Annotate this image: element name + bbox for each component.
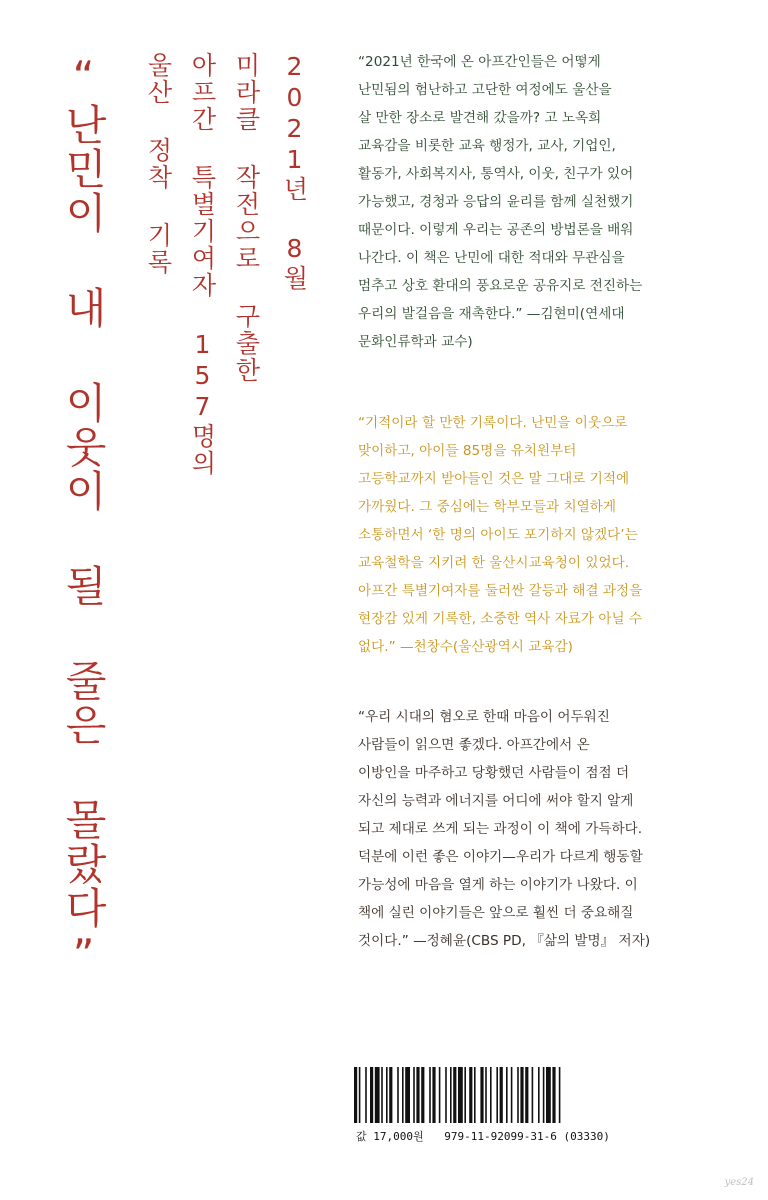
blurb-cheon-changsu: “기적이라 할 만한 기록이다. 난민을 이웃으로 맞이하고, 아이들 85명을 유치원부터 고등학교까지 받아들인 것은 말 그대로 기적에 가까웠다. 그 중심에는 학부모들과 치열하게 소통하면서 ‘한 명의 아이도 포기하지 않겠다’는 교육철학을 지키려 한 울산시교육청이 있었다. 아프간 특별기여자를 둘러싼 갈등과 해결 과정을 현장감 있게 기록한, 소중한 역사 자료가 아닐 수 없다.” —천창수(울산광역시 교육감) bbox=[358, 415, 643, 655]
barcode-bar bbox=[546, 1067, 551, 1123]
barcode-bar bbox=[405, 1067, 410, 1123]
barcode-bar bbox=[375, 1067, 380, 1123]
barcode-bar bbox=[496, 1067, 498, 1123]
barcode bbox=[354, 1067, 626, 1123]
blurb-jeong-hyeyun: “우리 시대의 혐오로 한때 마음이 어두워진 사람들이 읽으면 좋겠다. 아프간에서 온 이방인을 마주하고 당황했던 사람들이 점점 더 자신의 능력과 에너지를 어디에 써야 할지 알게 되고 제대로 쓰게 되는 과정이 이 책에 가득하다. 덕분에 이런 좋은 이야기—우리가 다르게 행동할 가능성에 마음을 열게 하는 이야기가 나왔다. 이 책에 실린 이야기들은 앞으로 훨씬 더 중요해질 것이다.” —정혜윤(CBS PD, 『삶의 발명』 저자) bbox=[358, 709, 651, 949]
barcode-bar bbox=[458, 1067, 463, 1123]
barcode-bar bbox=[517, 1067, 519, 1123]
blurb-kim-hyunmi: “2021년 한국에 온 아프간인들은 어떻게 난민됨의 험난하고 고단한 여정에도 울산을 살 만한 장소로 발견해 갔을까? 고 노옥희 교육감을 비롯한 교육 행정가, 교사, 기업인, 활동가, 사회복지사, 통역사, 이웃, 친구가 있어 가능했고, 경청과 응답의 윤리를 함께 실천했기 때문이다. 이렇게 우리는 공존의 방법론을 배워 나간다. 이 책은 난민에 대한 적대와 무관심을 멈추고 상호 환대의 풍요로운 공유지로 전진하는 우리의 발걸음을 재촉한다.” —김현미(연세대 문화인류학과 교수) bbox=[358, 54, 643, 350]
barcode-bar bbox=[450, 1067, 452, 1123]
barcode-bar bbox=[464, 1067, 466, 1123]
barcode-bar bbox=[485, 1067, 487, 1123]
barcode-bar bbox=[525, 1067, 528, 1123]
barcode-bar bbox=[402, 1067, 404, 1123]
isbn: 979-11-92099-31-6 (03330) bbox=[444, 1130, 610, 1143]
barcode-bar bbox=[389, 1067, 392, 1123]
barcode-bar bbox=[381, 1067, 383, 1123]
price: 값 17,000원 bbox=[356, 1130, 424, 1143]
barcode-bar bbox=[413, 1067, 415, 1123]
barcode-bar bbox=[370, 1067, 373, 1123]
barcode-bar bbox=[445, 1067, 447, 1123]
watermark-signature: yes24 bbox=[724, 1177, 754, 1188]
barcode-bar bbox=[506, 1067, 508, 1123]
barcode-bar bbox=[453, 1067, 456, 1123]
barcode-bar bbox=[432, 1067, 435, 1123]
barcode-bar bbox=[543, 1067, 545, 1123]
barcode-bar bbox=[469, 1067, 472, 1123]
barcode-bar bbox=[354, 1067, 357, 1123]
subtitle-line-2: 미라클 작전으로 구출한 bbox=[232, 52, 261, 384]
barcode-bar bbox=[538, 1067, 540, 1123]
barcode-bar bbox=[439, 1067, 441, 1123]
barcode-bar bbox=[386, 1067, 388, 1123]
vertical-title: “난민이 내 이웃이 될 줄은 몰랐다” bbox=[59, 52, 108, 981]
subtitle-line-1: 2021년 8월 bbox=[280, 52, 309, 292]
barcode-bar bbox=[474, 1067, 476, 1123]
subtitle-line-4: 울산 정착 기록 bbox=[144, 52, 173, 276]
barcode-bar bbox=[520, 1067, 523, 1123]
subtitle-line-3: 아프간 특별기여자 157명의 bbox=[188, 52, 217, 477]
barcode-bar bbox=[552, 1067, 555, 1123]
barcode-graphic bbox=[354, 1067, 626, 1123]
barcode-bar bbox=[397, 1067, 399, 1123]
barcode-bar bbox=[429, 1067, 431, 1123]
barcode-bar bbox=[416, 1067, 419, 1123]
barcode-bar bbox=[532, 1067, 534, 1123]
barcode-bar bbox=[500, 1067, 503, 1123]
barcode-bar bbox=[480, 1067, 483, 1123]
barcode-bar bbox=[421, 1067, 424, 1123]
barcode-bar bbox=[365, 1067, 367, 1123]
barcode-bar bbox=[511, 1067, 513, 1123]
barcode-bar bbox=[490, 1067, 492, 1123]
barcode-bar bbox=[559, 1067, 561, 1123]
price-isbn-line bbox=[356, 1128, 624, 1144]
barcode-bar bbox=[359, 1067, 361, 1123]
